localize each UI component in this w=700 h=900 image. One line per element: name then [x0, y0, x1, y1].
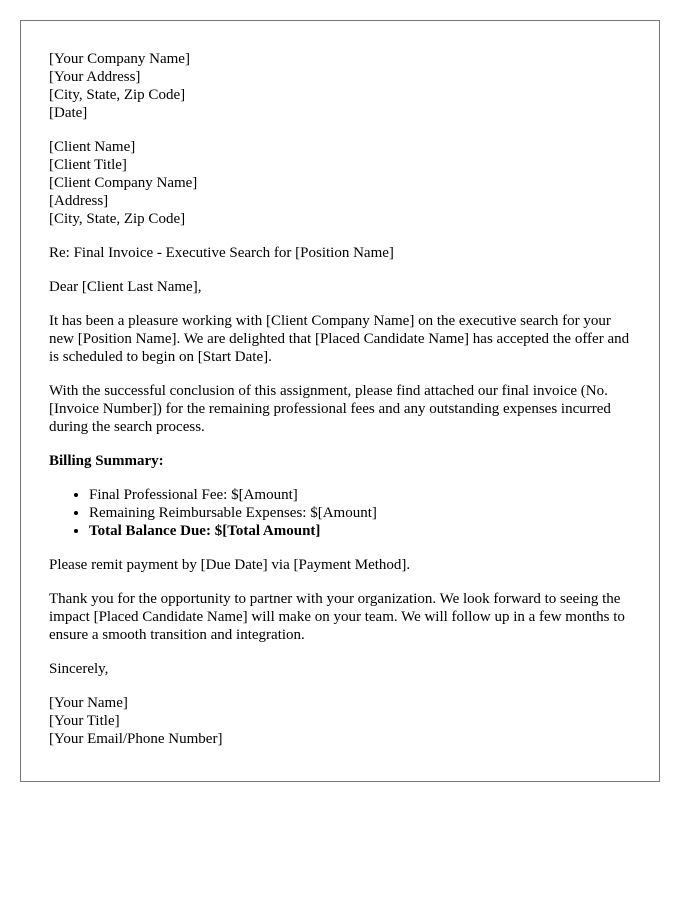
recipient-title: [Client Title] — [49, 157, 127, 173]
closing: Sincerely, — [49, 661, 109, 677]
subject-line: Re: Final Invoice - Executive Search for [Position Name] — [49, 245, 394, 261]
signature-name: [Your Name] — [49, 695, 128, 711]
billing-summary-heading: Billing Summary: — [49, 453, 164, 469]
sender-address-block — [49, 50, 631, 122]
recipient-company: [Client Company Name] — [49, 175, 198, 191]
payment-instructions: Please remit payment by [Due Date] via [Payment Method]. — [49, 557, 411, 573]
billing-summary-list — [49, 486, 631, 540]
letter-document — [20, 20, 660, 782]
billing-item-professional-fee: • Final Professional Fee: $[Amount] — [89, 486, 631, 504]
sender-address: [Your Address] — [49, 69, 141, 85]
billing-item-total-due: • Total Balance Due: $[Total Amount] — [89, 522, 631, 540]
signature-contact: [Your Email/Phone Number] — [49, 731, 223, 747]
sender-company: [Your Company Name] — [49, 51, 190, 67]
recipient-address-block — [49, 138, 631, 228]
billing-item-expenses: • Remaining Reimbursable Expenses: $[Amount] — [89, 504, 631, 522]
sender-city-state-zip: [City, State, Zip Code] — [49, 87, 186, 103]
signature-block — [49, 694, 631, 748]
body-paragraph-thanks: Thank you for the opportunity to partner with your organization. We look forward to seeing the impact [Placed Candidate Name] will make on your team. We will follow up in a few months to ensure a smooth transition and integration. — [49, 591, 625, 643]
recipient-city-state-zip: [City, State, Zip Code] — [49, 211, 186, 227]
body-paragraph-intro: It has been a pleasure working with [Client Company Name] on the executive search for your new [Position Name]. We are delighted that [Placed Candidate Name] has accepted the offer and is scheduled to begin on [Start Date]. — [49, 313, 630, 365]
recipient-address: [Address] — [49, 193, 109, 209]
recipient-name: [Client Name] — [49, 139, 136, 155]
signature-title: [Your Title] — [49, 713, 120, 729]
body-paragraph-invoice: With the successful conclusion of this assignment, please find attached our final invoice (No. [Invoice Number]) for the remaining professional fees and any outstanding expenses incurred during the search process. — [49, 383, 611, 435]
letter-date: [Date] — [49, 105, 88, 121]
salutation: Dear [Client Last Name], — [49, 279, 202, 295]
